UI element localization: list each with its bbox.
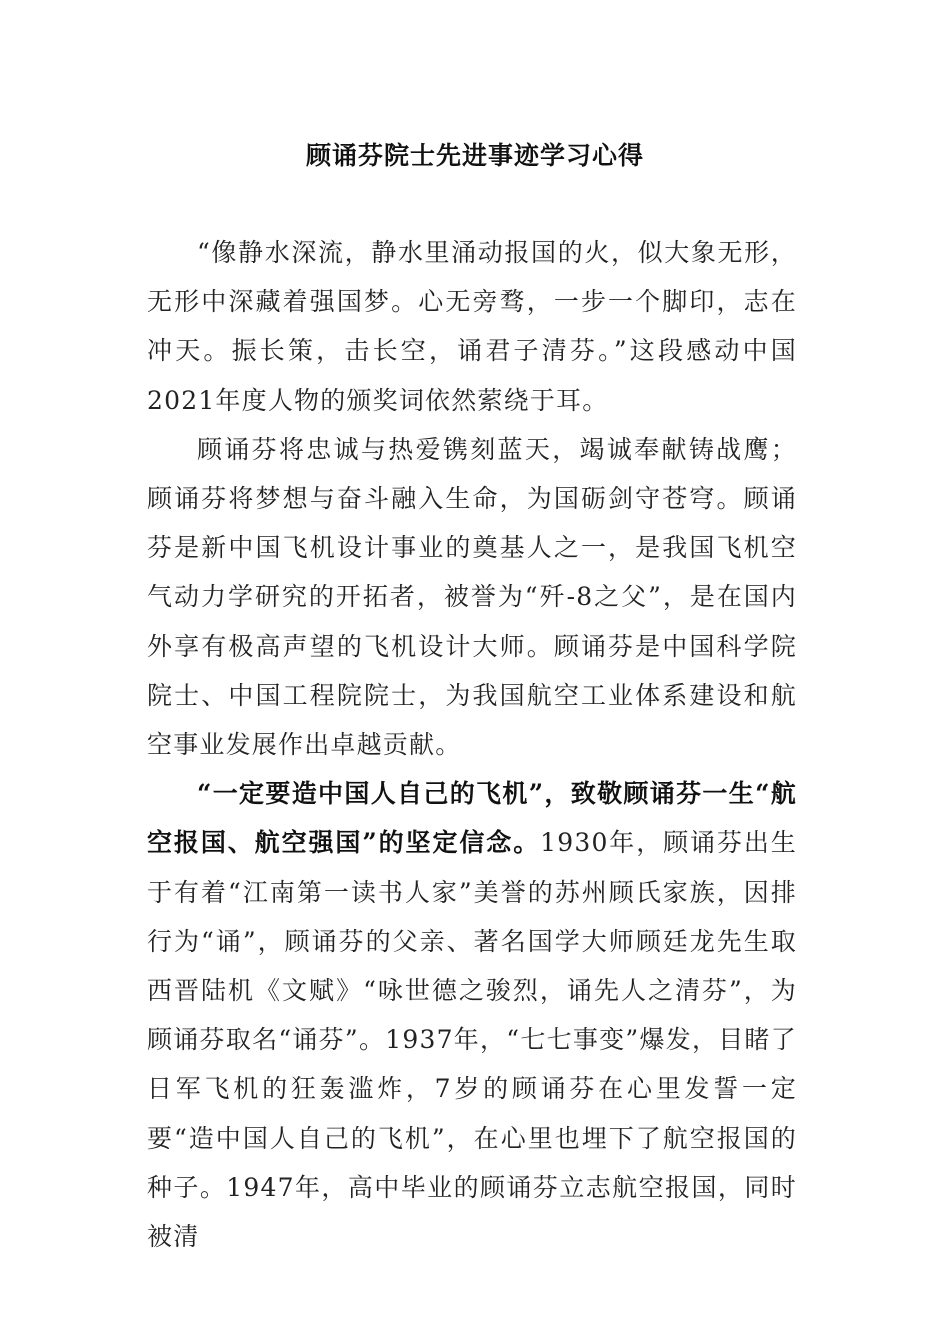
paragraph-1: “像静水深流，静水里涌动报国的火，似大象无形，无形中深藏着强国梦。心无旁骛，一步一个脚印，志在冲天。振长策，击长空，诵君子清芬。”这段感动中国2021年度人物的颁奖词依然萦绕于耳。: [147, 238, 797, 415]
paragraph-3: [147, 769, 797, 1261]
paragraph-3-bold-lead: “一定要造中国人自己的飞机”，致敬顾诵芬一生“航空报国、航空强国”的坚定信念。: [147, 779, 797, 858]
document-title: 顾诵芬院士先进事迹学习心得: [305, 141, 644, 170]
document-body: [147, 228, 797, 1261]
paragraph-2: 顾诵芬将忠诚与热爱镌刻蓝天，竭诚奉献铸战鹰；顾诵芬将梦想与奋斗融入生命，为国砺剑守苍穹。顾诵芬是新中国飞机设计事业的奠基人之一，是我国飞机空气动力学研究的开拓者，被誉为“歼-8之父”，是在国内外享有极高声望的飞机设计大师。顾诵芬是中国科学院院士、中国工程院院士，为我国航空工业体系建设和航空事业发展作出卓越贡献。: [147, 434, 797, 760]
paragraph-3-text: 1930年，顾诵芬出生于有着“江南第一读书人家”美誉的苏州顾氏家族，因排行为“诵”，顾诵芬的父亲、著名国学大师顾廷龙先生取西晋陆机《文赋》“咏世德之骏烈，诵先人之清芬”，为顾诵芬取名“诵芬”。1937年，“七七事变”爆发，目睹了日军飞机的狂轰滥炸，7岁的顾诵芬在心里发誓一定要“造中国人自己的飞机”，在心里也埋下了航空报国的种子。1947年，高中毕业的顾诵芬立志航空报国，同时被清: [147, 828, 798, 1252]
